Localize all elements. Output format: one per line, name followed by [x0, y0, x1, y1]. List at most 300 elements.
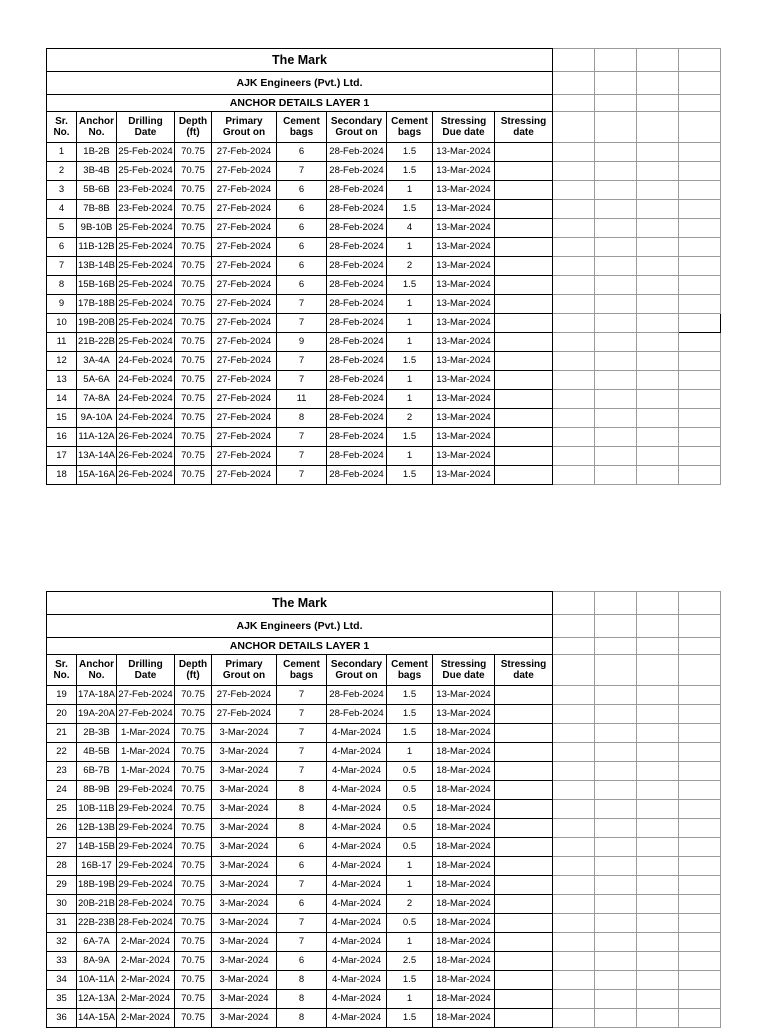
table-cell: 1.5	[387, 143, 433, 162]
table-row	[47, 895, 721, 914]
table-cell: 7	[277, 705, 327, 724]
column-header-line: Grout on	[222, 670, 266, 681]
table-cell: 1	[387, 238, 433, 257]
table-row	[47, 1009, 721, 1028]
empty-cell	[679, 352, 721, 371]
company-name: AJK Engineers (Pvt.) Ltd.	[47, 72, 553, 95]
empty-cell	[595, 219, 637, 238]
empty-cell	[595, 49, 637, 72]
empty-cell	[553, 295, 595, 314]
table-row	[47, 466, 721, 485]
empty-cell	[595, 181, 637, 200]
table-cell: 18-Mar-2024	[433, 914, 495, 933]
table-cell: 11	[277, 390, 327, 409]
table-cell: 3-Mar-2024	[212, 914, 277, 933]
table-row	[47, 724, 721, 743]
table-cell: 13	[47, 371, 77, 390]
table-cell: 0.5	[387, 762, 433, 781]
table-cell: 13-Mar-2024	[433, 390, 495, 409]
table-cell: 70.75	[175, 1009, 212, 1028]
empty-cell	[637, 295, 679, 314]
table-cell: 70.75	[175, 238, 212, 257]
table-cell: 2.5	[387, 952, 433, 971]
table-cell: 6	[277, 181, 327, 200]
selected-cell[interactable]	[679, 314, 721, 333]
column-header-line: No.	[53, 127, 70, 138]
table-cell: 7	[277, 314, 327, 333]
table-cell: 3-Mar-2024	[212, 990, 277, 1009]
table-cell: 1.5	[387, 276, 433, 295]
empty-cell	[679, 895, 721, 914]
empty-cell	[637, 838, 679, 857]
table-cell: 28-Feb-2024	[327, 352, 387, 371]
table-cell: 35	[47, 990, 77, 1009]
company-name-row	[47, 615, 721, 638]
empty-cell	[637, 72, 679, 95]
empty-cell	[637, 219, 679, 238]
table-cell	[495, 914, 553, 933]
empty-cell	[595, 466, 637, 485]
table-cell: 25	[47, 800, 77, 819]
empty-cell	[679, 819, 721, 838]
table-row	[47, 933, 721, 952]
table-cell: 22	[47, 743, 77, 762]
empty-cell	[637, 333, 679, 352]
column-header-line: Due date	[442, 670, 485, 681]
table-cell	[495, 219, 553, 238]
table-cell: 19	[47, 686, 77, 705]
table-cell: 18-Mar-2024	[433, 952, 495, 971]
column-header-line: Primary	[225, 115, 263, 127]
table-cell: 70.75	[175, 219, 212, 238]
table-row	[47, 990, 721, 1009]
table-cell: 18-Mar-2024	[433, 990, 495, 1009]
column-header-line: Anchor	[79, 658, 114, 670]
table-cell: 12B-13B	[77, 819, 117, 838]
table-cell: 13-Mar-2024	[433, 686, 495, 705]
empty-cell	[595, 390, 637, 409]
empty-cell	[553, 314, 595, 333]
table-cell: 13-Mar-2024	[433, 181, 495, 200]
table-row	[47, 781, 721, 800]
empty-cell	[553, 800, 595, 819]
empty-cell	[679, 762, 721, 781]
table-cell: 2-Mar-2024	[117, 1009, 175, 1028]
sheet-subtitle: ANCHOR DETAILS LAYER 1	[47, 95, 553, 112]
table-cell: 13-Mar-2024	[433, 409, 495, 428]
column-header-line: Date	[134, 127, 157, 138]
table-cell	[495, 200, 553, 219]
column-header-row	[47, 655, 721, 686]
empty-cell	[553, 895, 595, 914]
empty-cell	[637, 428, 679, 447]
empty-cell	[595, 914, 637, 933]
table-cell: 18-Mar-2024	[433, 800, 495, 819]
column-header	[327, 112, 387, 143]
table-row	[47, 800, 721, 819]
column-header-line: Drilling	[128, 115, 163, 127]
table-cell: 9B-10B	[77, 219, 117, 238]
table-cell: 27-Feb-2024	[212, 181, 277, 200]
column-header-line: Secondary	[330, 115, 383, 127]
table-cell: 17	[47, 447, 77, 466]
table-cell: 3	[47, 181, 77, 200]
empty-cell	[679, 990, 721, 1009]
table-cell	[495, 466, 553, 485]
table-cell: 28-Feb-2024	[327, 257, 387, 276]
empty-cell	[595, 705, 637, 724]
table-cell: 33	[47, 952, 77, 971]
empty-cell	[679, 466, 721, 485]
table-row	[47, 295, 721, 314]
table-cell: 1	[387, 295, 433, 314]
column-header	[387, 655, 433, 686]
column-header-line: Date	[134, 670, 157, 681]
table-cell: 25-Feb-2024	[117, 162, 175, 181]
table-cell: 30	[47, 895, 77, 914]
empty-cell	[553, 276, 595, 295]
empty-cell	[595, 143, 637, 162]
empty-cell	[553, 952, 595, 971]
table-cell: 70.75	[175, 200, 212, 219]
table-cell: 70.75	[175, 428, 212, 447]
table-cell: 3-Mar-2024	[212, 762, 277, 781]
table-cell: 10	[47, 314, 77, 333]
table-cell: 24-Feb-2024	[117, 409, 175, 428]
table-cell: 1	[387, 876, 433, 895]
column-header	[433, 112, 495, 143]
empty-cell	[553, 686, 595, 705]
table-cell: 7B-8B	[77, 200, 117, 219]
table-cell: 29-Feb-2024	[117, 857, 175, 876]
empty-cell	[637, 686, 679, 705]
table-cell: 1.5	[387, 686, 433, 705]
table-cell: 14	[47, 390, 77, 409]
table-cell: 70.75	[175, 762, 212, 781]
empty-cell	[553, 95, 595, 112]
empty-cell	[679, 615, 721, 638]
empty-cell	[595, 314, 637, 333]
table-cell: 3-Mar-2024	[212, 895, 277, 914]
column-header-line: Grout on	[335, 127, 378, 138]
table-cell: 25-Feb-2024	[117, 295, 175, 314]
empty-cell	[595, 447, 637, 466]
table-cell: 23	[47, 762, 77, 781]
table-cell: 0.5	[387, 800, 433, 819]
empty-cell	[637, 143, 679, 162]
table-cell: 18-Mar-2024	[433, 933, 495, 952]
empty-cell	[679, 333, 721, 352]
table-cell	[495, 686, 553, 705]
table-cell: 70.75	[175, 933, 212, 952]
table-cell: 4-Mar-2024	[327, 838, 387, 857]
empty-cell	[553, 257, 595, 276]
empty-cell	[595, 428, 637, 447]
empty-cell	[553, 990, 595, 1009]
column-header	[77, 655, 117, 686]
table-row	[47, 314, 721, 333]
empty-cell	[637, 200, 679, 219]
table-cell	[495, 333, 553, 352]
empty-cell	[679, 162, 721, 181]
table-cell: 13B-14B	[77, 257, 117, 276]
empty-cell	[637, 409, 679, 428]
column-header	[175, 655, 212, 686]
empty-cell	[679, 143, 721, 162]
table-cell: 6	[277, 143, 327, 162]
table-cell: 70.75	[175, 686, 212, 705]
table-cell: 1	[387, 390, 433, 409]
empty-cell	[595, 1009, 637, 1028]
table-cell: 70.75	[175, 162, 212, 181]
empty-cell	[637, 314, 679, 333]
table-cell: 4-Mar-2024	[327, 895, 387, 914]
column-header	[277, 112, 327, 143]
table-cell: 29-Feb-2024	[117, 819, 175, 838]
column-header-line: Primary	[225, 658, 263, 670]
empty-cell	[679, 1009, 721, 1028]
empty-cell	[637, 952, 679, 971]
table-cell: 24-Feb-2024	[117, 352, 175, 371]
table-cell: 1.5	[387, 428, 433, 447]
empty-cell	[637, 895, 679, 914]
table-cell: 8A-9A	[77, 952, 117, 971]
table-cell: 28-Feb-2024	[327, 314, 387, 333]
table-cell: 1-Mar-2024	[117, 762, 175, 781]
table-cell: 32	[47, 933, 77, 952]
table-cell: 6	[277, 857, 327, 876]
table-cell: 4B-5B	[77, 743, 117, 762]
table-cell: 27-Feb-2024	[212, 200, 277, 219]
empty-cell	[595, 819, 637, 838]
table-cell: 13-Mar-2024	[433, 466, 495, 485]
empty-cell	[553, 819, 595, 838]
table-cell: 27-Feb-2024	[117, 705, 175, 724]
table-cell: 8B-9B	[77, 781, 117, 800]
table-cell: 29-Feb-2024	[117, 876, 175, 895]
column-header-line: No.	[88, 127, 105, 138]
table-cell: 13-Mar-2024	[433, 219, 495, 238]
empty-cell	[637, 933, 679, 952]
empty-cell	[553, 705, 595, 724]
table-row	[47, 162, 721, 181]
table-cell: 21B-22B	[77, 333, 117, 352]
table-cell: 5	[47, 219, 77, 238]
column-header	[433, 655, 495, 686]
table-cell: 28-Feb-2024	[327, 295, 387, 314]
empty-cell	[553, 724, 595, 743]
table-cell: 26-Feb-2024	[117, 428, 175, 447]
table-cell: 25-Feb-2024	[117, 219, 175, 238]
table-cell: 27-Feb-2024	[212, 219, 277, 238]
empty-cell	[637, 638, 679, 655]
table-cell	[495, 800, 553, 819]
empty-cell	[553, 219, 595, 238]
column-header	[47, 112, 77, 143]
table-cell: 70.75	[175, 819, 212, 838]
table-cell: 8	[277, 971, 327, 990]
table-cell	[495, 895, 553, 914]
table-cell: 18	[47, 466, 77, 485]
table-row	[47, 333, 721, 352]
table-cell: 1.5	[387, 724, 433, 743]
table-cell: 1.5	[387, 466, 433, 485]
table-cell: 28-Feb-2024	[117, 914, 175, 933]
table-cell	[495, 181, 553, 200]
column-header-line: date	[513, 127, 534, 138]
table-cell: 18-Mar-2024	[433, 971, 495, 990]
table-cell: 2-Mar-2024	[117, 990, 175, 1009]
table-cell	[495, 143, 553, 162]
table-cell: 25-Feb-2024	[117, 257, 175, 276]
table-cell: 28-Feb-2024	[327, 181, 387, 200]
empty-cell	[637, 592, 679, 615]
empty-cell	[553, 762, 595, 781]
table-cell: 13-Mar-2024	[433, 276, 495, 295]
empty-cell	[553, 72, 595, 95]
table-cell: 26-Feb-2024	[117, 447, 175, 466]
table-cell: 70.75	[175, 257, 212, 276]
table-cell	[495, 781, 553, 800]
empty-cell	[595, 352, 637, 371]
empty-cell	[553, 390, 595, 409]
empty-cell	[679, 371, 721, 390]
column-header	[117, 112, 175, 143]
empty-cell	[595, 952, 637, 971]
table-cell: 9A-10A	[77, 409, 117, 428]
table-cell	[495, 743, 553, 762]
table-cell: 70.75	[175, 971, 212, 990]
table-row	[47, 200, 721, 219]
table-cell: 27-Feb-2024	[212, 257, 277, 276]
table-cell: 2	[387, 895, 433, 914]
table-row	[47, 857, 721, 876]
table-cell: 4-Mar-2024	[327, 952, 387, 971]
empty-cell	[637, 257, 679, 276]
table-cell: 7	[277, 933, 327, 952]
table-cell: 4-Mar-2024	[327, 1009, 387, 1028]
empty-cell	[595, 257, 637, 276]
table-cell: 12	[47, 352, 77, 371]
empty-cell	[553, 428, 595, 447]
table-cell	[495, 819, 553, 838]
empty-cell	[553, 592, 595, 615]
table-cell: 3-Mar-2024	[212, 952, 277, 971]
table-cell: 6	[277, 895, 327, 914]
table-cell	[495, 952, 553, 971]
empty-cell	[595, 638, 637, 655]
empty-cell	[595, 762, 637, 781]
table-cell: 18-Mar-2024	[433, 743, 495, 762]
table-cell: 27-Feb-2024	[212, 162, 277, 181]
table-cell: 8	[47, 276, 77, 295]
column-header-line: bags	[397, 127, 422, 138]
empty-cell	[637, 857, 679, 876]
table-cell: 6	[277, 238, 327, 257]
empty-cell	[553, 781, 595, 800]
table-cell: 2	[387, 409, 433, 428]
table-row	[47, 838, 721, 857]
empty-cell	[637, 95, 679, 112]
table-cell: 70.75	[175, 838, 212, 857]
table-cell: 0.5	[387, 781, 433, 800]
empty-cell	[679, 49, 721, 72]
table-cell: 13-Mar-2024	[433, 238, 495, 257]
table-cell: 27-Feb-2024	[212, 686, 277, 705]
table-cell: 6	[277, 838, 327, 857]
table-cell: 19A-20A	[77, 705, 117, 724]
table-cell: 18-Mar-2024	[433, 819, 495, 838]
table-cell: 25-Feb-2024	[117, 314, 175, 333]
table-cell: 7	[47, 257, 77, 276]
table-cell: 1.5	[387, 1009, 433, 1028]
table-cell: 13-Mar-2024	[433, 371, 495, 390]
column-header-line: bags	[289, 670, 314, 681]
table-cell: 28-Feb-2024	[327, 162, 387, 181]
table-cell	[495, 295, 553, 314]
table-cell: 70.75	[175, 466, 212, 485]
table-cell: 1	[387, 743, 433, 762]
table-cell: 13-Mar-2024	[433, 257, 495, 276]
table-cell: 4-Mar-2024	[327, 914, 387, 933]
table-cell: 3-Mar-2024	[212, 971, 277, 990]
table-cell: 18-Mar-2024	[433, 876, 495, 895]
empty-cell	[595, 409, 637, 428]
empty-cell	[679, 257, 721, 276]
empty-cell	[679, 705, 721, 724]
table-cell: 7	[277, 762, 327, 781]
empty-cell	[637, 762, 679, 781]
table-cell: 8	[277, 819, 327, 838]
table-cell: 4-Mar-2024	[327, 743, 387, 762]
empty-cell	[595, 838, 637, 857]
table-cell: 4-Mar-2024	[327, 762, 387, 781]
table-cell: 2B-3B	[77, 724, 117, 743]
table-cell: 1	[387, 181, 433, 200]
column-header	[277, 655, 327, 686]
table-cell: 3-Mar-2024	[212, 781, 277, 800]
table-cell: 7	[277, 914, 327, 933]
table-cell: 10A-11A	[77, 971, 117, 990]
table-cell: 1.5	[387, 705, 433, 724]
empty-cell	[637, 615, 679, 638]
table-cell: 8	[277, 1009, 327, 1028]
empty-cell	[679, 857, 721, 876]
table-cell: 1.5	[387, 200, 433, 219]
table-cell: 1	[387, 857, 433, 876]
empty-cell	[553, 876, 595, 895]
column-header	[117, 655, 175, 686]
empty-cell	[595, 800, 637, 819]
table-cell: 26-Feb-2024	[117, 466, 175, 485]
table-cell	[495, 409, 553, 428]
table-cell: 9	[277, 333, 327, 352]
empty-cell	[637, 1009, 679, 1028]
table-cell: 13-Mar-2024	[433, 333, 495, 352]
table-cell: 3-Mar-2024	[212, 743, 277, 762]
table-cell: 36	[47, 1009, 77, 1028]
empty-cell	[679, 838, 721, 857]
empty-cell	[637, 743, 679, 762]
empty-cell	[679, 95, 721, 112]
column-header-line: bags	[289, 127, 314, 138]
empty-cell	[637, 112, 679, 143]
table-cell	[495, 971, 553, 990]
empty-cell	[553, 655, 595, 686]
empty-cell	[595, 990, 637, 1009]
table-cell: 6A-7A	[77, 933, 117, 952]
column-header	[387, 112, 433, 143]
